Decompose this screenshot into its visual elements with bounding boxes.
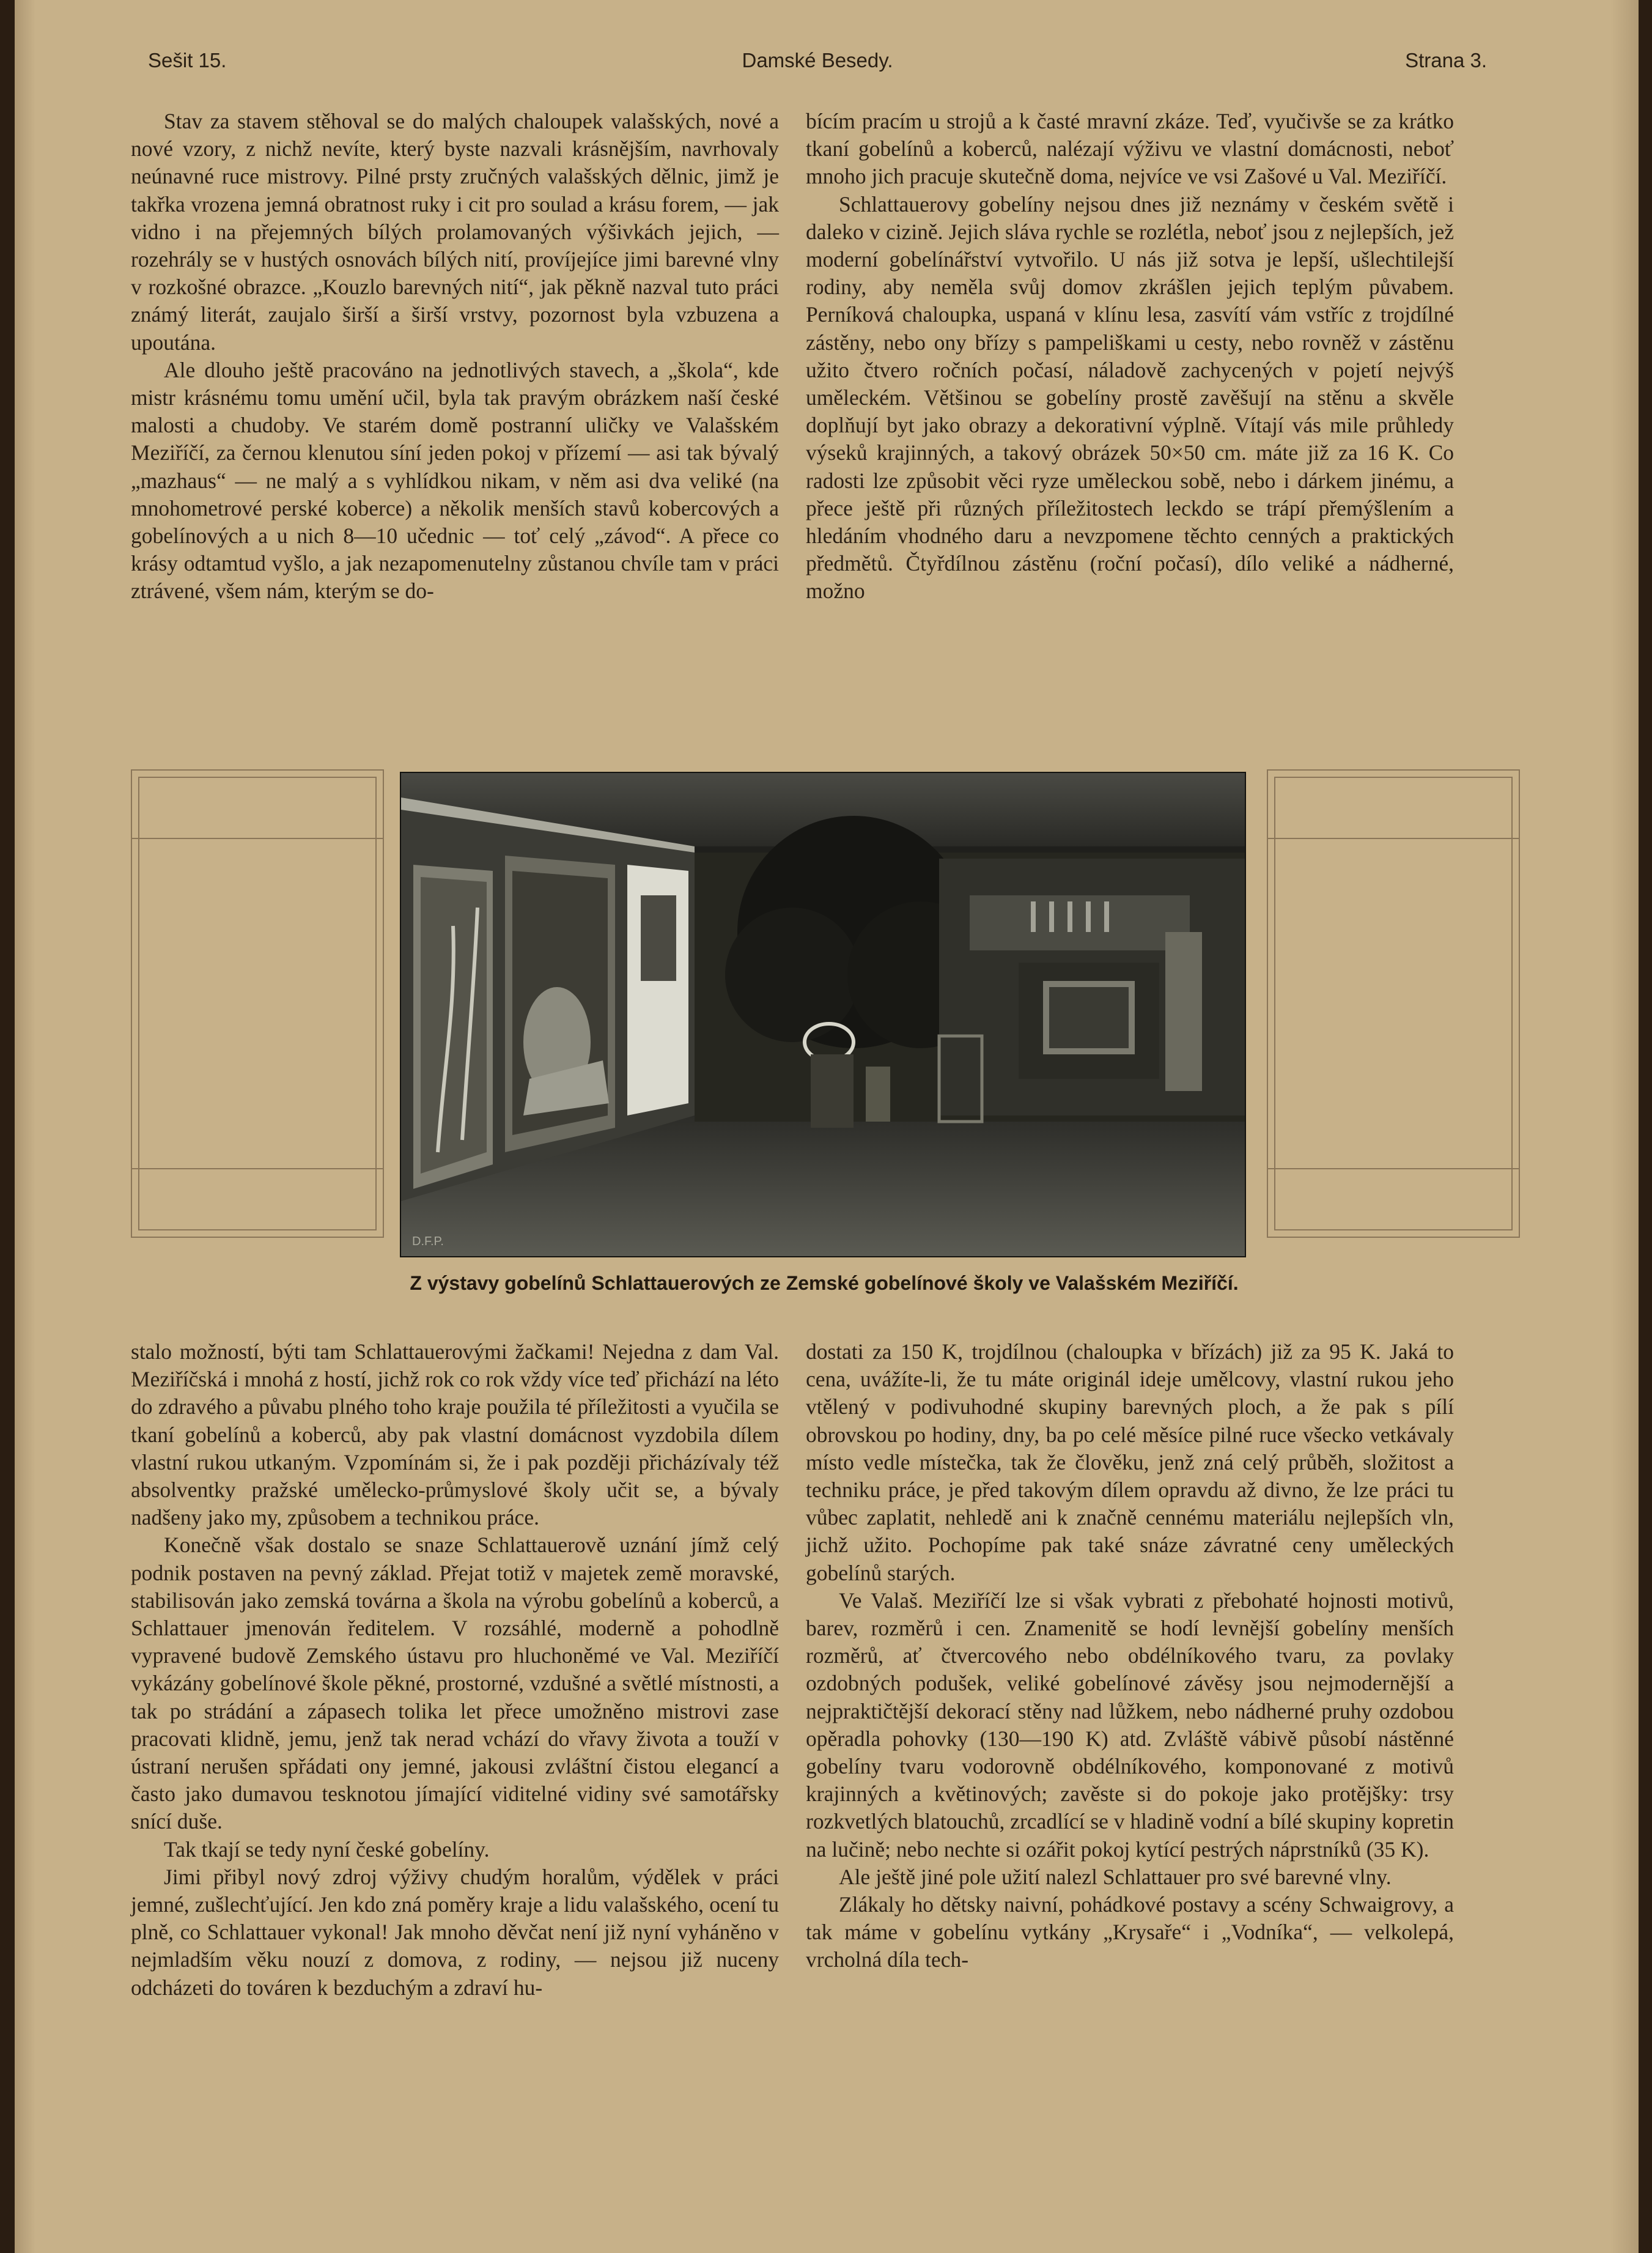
frame-inner-border [138,777,377,1230]
figure-caption: Z výstavy gobelínů Schlattauerových ze Zemské gobelínové školy ve Valašském Meziříčí. [410,1272,1239,1294]
paragraph: Stav za stavem stěhoval se do malých chaloupek valašských, nové a nové vzory, z nichž nevíte, který byste nazvali krásnějším, navrhovaly neúnavné ruce mistrovy. Pilné prsty zručných valašských dělnic, jimž je takřka vrozena jemná obratnost ruky i cit pro soulad a krásu forem, — jak vidno i na přejemných bílých prolamovaných výšivkách jejich, — rozehrály se v hustých osnovách bílých nití, províjejíce jimi barevné vlny v rozkošné obrazce. „Kouzlo barevných nití“, jak pěkně nazval tuto práci známý literát, zaujalo širší a širší vrstvy, pozornost byla vzbuzena a upoutána. [131,109,779,355]
magazine-title: Damské Besedy. [742,49,893,72]
paragraph: Schlattauerovy gobelíny nejsou dnes již neznámy v českém světě i daleko v cizině. Jejich sláva rychle se rozlétla, neboť jsou z nejlepších, jež moderní gobelínářství vytvořilo. U nás již sotva je lepší, ušlechtilejší rodiny, aby neměla svůj domov zkrášlen jejich teplým půvabem. Perníková chaloupka, uspaná v klínu lesa, zasvítí vám vstříc z trojdílné zástěny, nebo ony břízy s pampeliškami u cesty, nebo rovněž v zástěnu užito čtvero ročních počasí, náladově zachycených v pojetí nejvýš uměleckém. Většinou se gobelíny prostě zavěšují na stěnu a skvěle doplňují byt jako obrazy a dekorativní výplně. Vítají vás mile průhledy výseků krajinných, a takový obrázek 50×50 cm. máte již za 16 K. Co radosti lze způsobit věci ryze uměleckou sobě, nebo i dárkem jinému, a přece ještě při různých příležitostech leckdo se trápí přemýšlením a hledáním vhodného daru a nevzpomene těchto cenných a praktických předmětů. Čtyřdílnou zástěnu (roční počasí), dílo veliké a nádherné, možno [806,191,1454,604]
paragraph: Konečně však dostalo se snaze Schlattauerově uznání jímž celý podnik postaven na pevný základ. Přejat totiž v majetek země moravské, stabilisován jako zemská továrna a škola na výrobu gobelínů a koberců, a Schlattauer jmenován ředitelem. V rozsáhlé, moderně a pohodlně vypravené budově Zemského ústavu pro hluchoněmé ve Val. Meziříčí vykázány gobelínové škole pěkné, prostorné, vzdušné a světlé místnosti, a tak po strádání a zápasech tolika let přece umožněno mistrovi zase pracovati klidně, jemu, jenž tak nerad vchází do vřavy života a touží v ústraní nerušen spřádati ony jemné, jakousi zvláštní čistou elegancí a často jako dumavou tesknotou jímající viditelné vidiny své samotářsky snící duše. [131,1533,779,1834]
page [15,0,1639,2253]
paragraph: Ale ještě jiné pole užití nalezl Schlattauer pro své barevné vlny. [839,1864,1392,1889]
paragraph: Zlákaly ho dětsky naivní, pohádkové postavy a scény Schwaigrovy, a tak máme v gobelínu vytkány „Krysaře“ i „Vodníka“, — velkolepá, vrcholná díla tech- [806,1892,1454,1972]
decorative-frame-left [131,769,384,1238]
page-number: Strana 3. [1405,49,1487,72]
paragraph: dostati za 150 K, trojdílnou (chaloupka v břízách) již za 95 K. Jaká to cena, uvážíte-li, že tu máte originál ideje umělcovy, vlastní rukou jeho vtělený v podivuhodné skupiny barevných ploch, a že pak s pílí obrovskou po hodiny, dny, ba po celé měsíce pilné ruce všecko vetkávaly místo vedle místečka, tak že člověku, jenž zná celý průběh, složitost a techniku práce, je před takovým dílem opravdu až divno, že lze práci tu vůbec zaplatit, nehledě ani k značně cennému materiálu nejlepších vln, jichž užito. Pochopíme pak také snáze závratné ceny uměleckých gobelínů starých. [806,1339,1454,1585]
paragraph: Jimi přibyl nový zdroj výživy chudým horalům, výdělek v práci jemné, zušlechťující. Jen kdo zná poměry kraje a lidu valašského, ocení tu plně, co Schlattauer vykonal! Jak mnoho děvčat není již nyní vyháněno v nejmladším věku nouzí z domova, z rodiny, — nejsou již nuceny odcházeti do továren k bezduchým a zdraví hu- [131,1864,779,2000]
column-bottom-right [806,1338,1454,1974]
paragraph: stalo možností, býti tam Schlattauerovými žačkami! Nejedna z dam Val. Meziříčská i mnohá z hostí, jichž rok co rok vždy více teď přichází na léto do zdravého a půvabu plného toho kraje použila té příležitosti a vyučila se tkaní gobelínů a koberců, aby pak vlastní domácnost vyzdobila dílem vlastní rukou utkaným. Vzpomínám si, že i pak později přicházívaly též absolventky pražské umělecko-průmyslové školy učit se, a bývaly nadšeny jako my, způsobem a technikou práce. [131,1339,779,1530]
exhibition-photograph [400,772,1246,1257]
photo-scene [401,773,1245,1256]
frame-divider [132,1168,383,1169]
photo-mark: D.F.P. [412,1235,444,1248]
paragraph: Tak tkají se tedy nyní české gobelíny. [164,1837,490,1862]
column-top-left [131,108,779,605]
frame-divider [132,838,383,839]
paragraph: Ve Valaš. Meziříčí lze si však vybrati z přebohaté hojnosti motivů, barev, rozměrů i cen. Znamenitě se hodí levnější gobelíny menších rozměrů, ať čtvercového nebo obdélníkového tvaru, za povlaky ozdobných podušek, veliké gobelínové závěsy jsou nejmodernější a nejpraktičtější dekorací stěny nad lůžkem, nebo nádherné pruhy ozdobou opěradla pohovky (130—190 K) atd. Zvláště vábivě působí nástěnné gobelíny tvaru vodorovně obdélníkového, komponované z motivů krajinných a květinových; zavěste si do pokoje jako protějšky: trsy rozkvetlých blatouchů, zrcadlící se v hladině vodní a bílé skupiny kopretin na lučině; nebo nechte si ozářit pokoj kytící pestrých náprstníků (35 K). [806,1588,1454,1862]
paragraph: bícím pracím u strojů a k časté mravní zkáze. Teď, vyučivše se za krátko tkaní gobelínů a koberců, nalézají výživu ve vlastní domácnosti, neboť mnoho jich pracuje skutečně doma, nejvíce ve vsi Zašové u Val. Meziříčí. [806,109,1454,189]
frame-divider [1268,838,1519,839]
decorative-frame-right [1267,769,1520,1238]
frame-inner-border [1274,777,1513,1230]
column-bottom-left [131,1338,779,2002]
running-head [148,49,1487,78]
column-top-right [806,108,1454,605]
paragraph: Ale dlouho ještě pracováno na jednotlivých stavech, a „škola“, kde mistr krásnému tomu umění učil, byla tak pravým obrázkem naší české malosti a chudoby. Ve starém domě postranní uličky ve Valašském Meziříčí, za černou klenutou síní jeden pokoj v přízemí — asi tak bývalý „mazhaus“ — ne malý a s vyhlídkou nikam, v něm asi dva veliké (na mnohometrové perské koberce) a několik menších stavů kobercových a gobelínových a u nich 8—10 učednic — toť celý „závod“. A přece co krásy odtamtud vyšlo, a jak nezapomenutelny zůstanou chvíle tam v práci ztrávené, všem nám, kterým se do- [131,357,779,604]
issue-number: Sešit 15. [148,49,227,72]
frame-divider [1268,1168,1519,1169]
